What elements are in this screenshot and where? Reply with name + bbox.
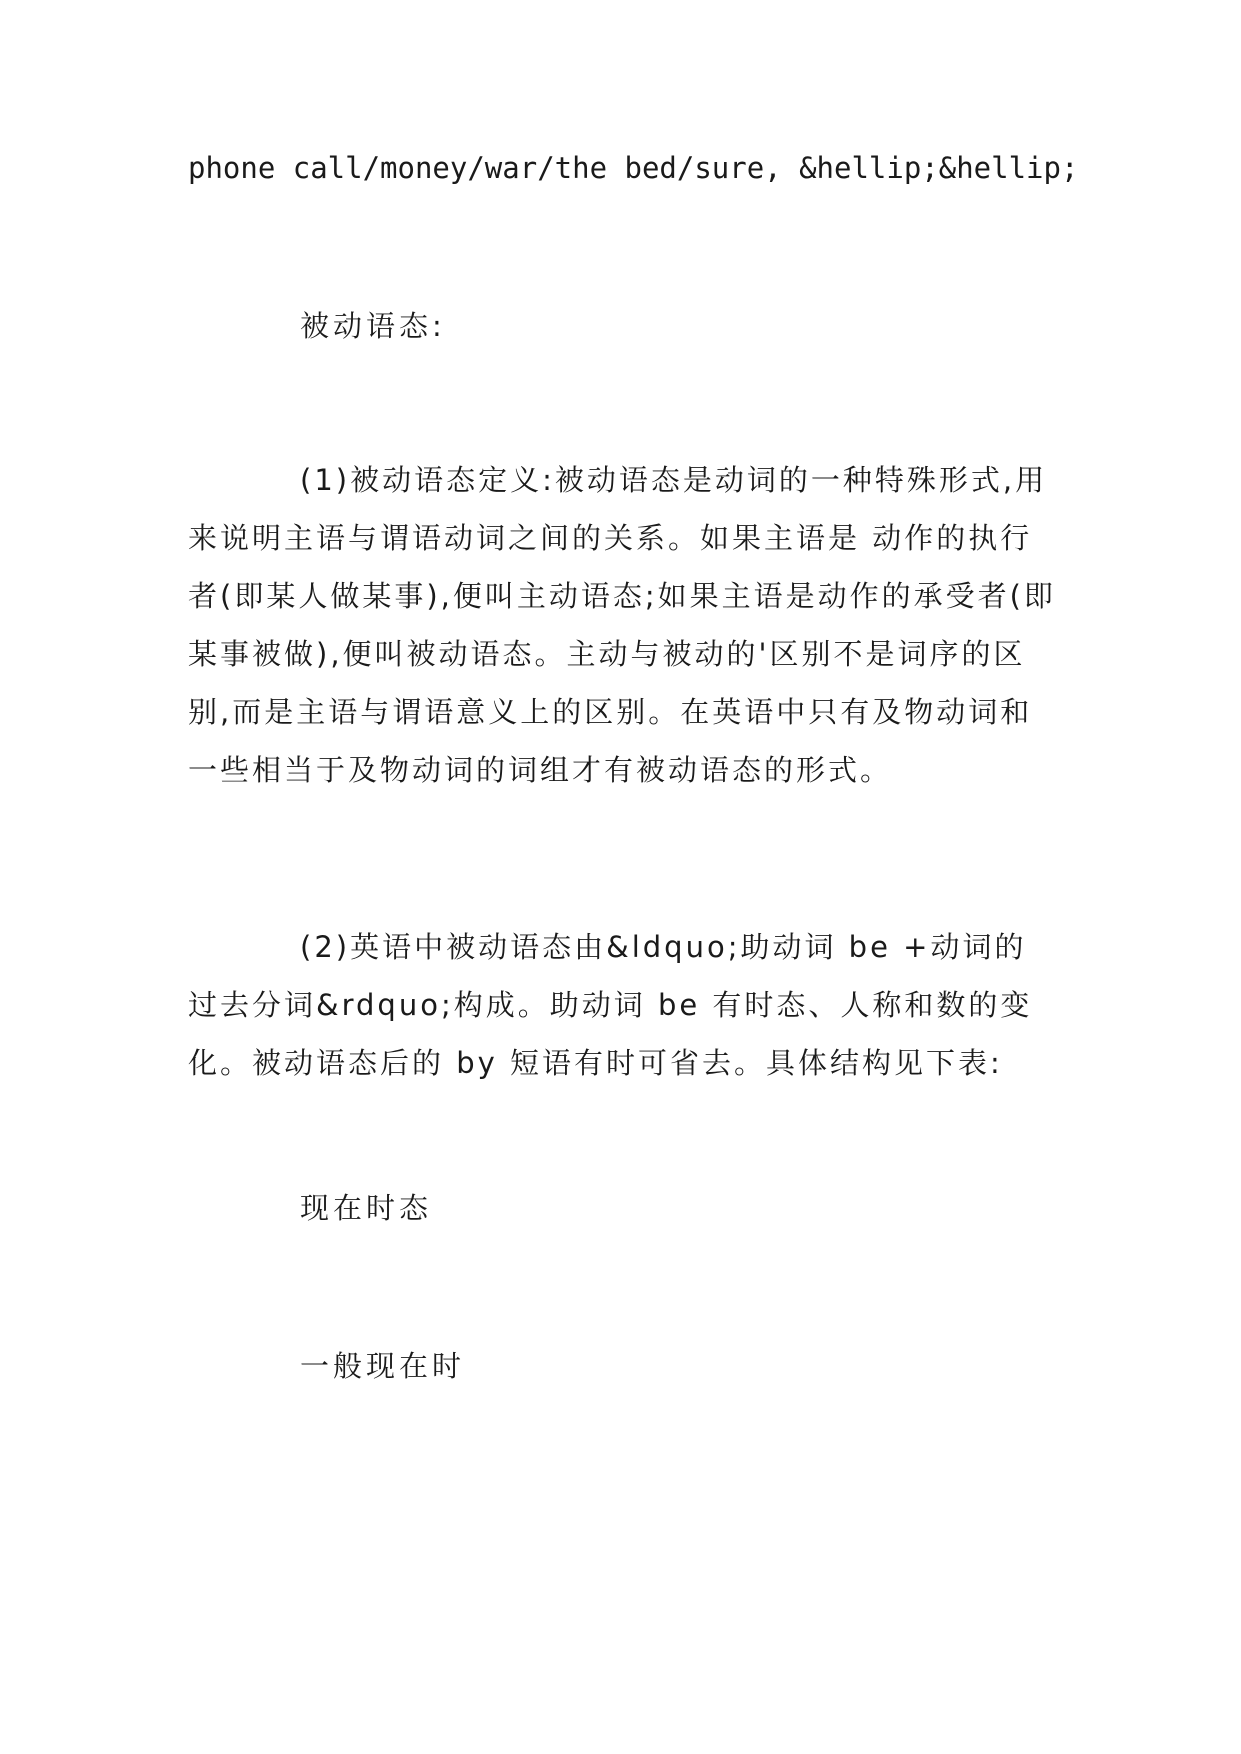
paragraph-passive-definition: (1)被动语态定义:被动语态是动词的一种特殊形式,用来说明主语与谓语动词之间的关系。如果主语是 动作的执行者(即某人做某事),便叫主动语态;如果主语是动作的承受者(即某事被做),便叫被动语态。主动与被动的'区别不是词序的区别,而是主语与谓语意义上的区别。在英语中只有及物动词和一些相当于及物动词的词组才有被动语态的形式。 xyxy=(188,463,1056,787)
heading-passive-voice: 被动语态: xyxy=(300,309,446,343)
heading-present-tense: 现在时态 xyxy=(300,1191,433,1225)
heading-simple-present: 一般现在时 xyxy=(300,1349,466,1383)
text-line-phone-call: phone call/money/war/the bed/sure, &hellip;&hellip; xyxy=(188,151,1079,185)
paragraph-passive-structure: (2)英语中被动语态由&ldquo;助动词 be +动词的过去分词&rdquo;构成。助动词 be 有时态、人称和数的变化。被动语态后的 by 短语有时可省去。具体结构见下表: xyxy=(188,930,1033,1080)
